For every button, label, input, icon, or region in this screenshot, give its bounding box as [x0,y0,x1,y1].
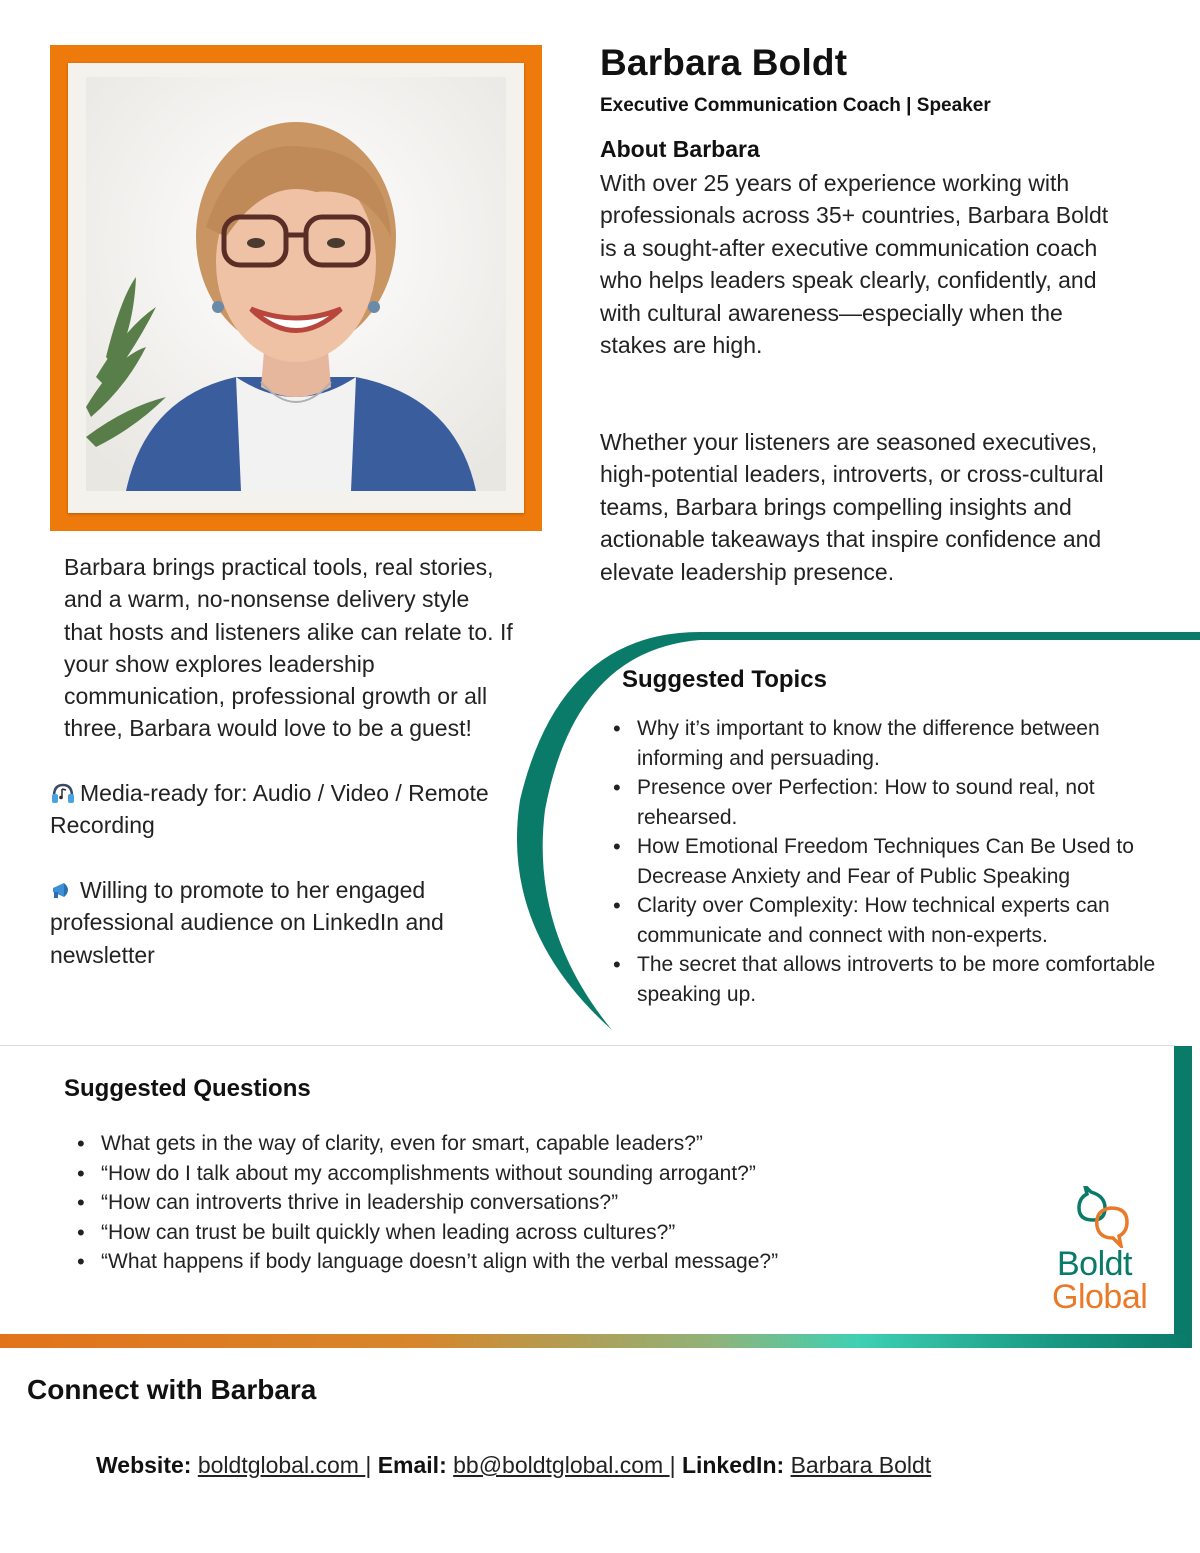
question-item: • What gets in the way of clarity, even for smart, capable leaders?” [101,1129,1001,1159]
website-label: Website: [96,1452,192,1478]
topic-item: • The secret that allows introverts to be more comfortable speaking up. [637,950,1182,1009]
email-label: Email: [377,1452,447,1478]
topics-list [637,714,1182,1009]
topic-item: • How Emotional Freedom Techniques Can Be Used to Decrease Anxiety and Fear of Public Speaking [637,832,1182,891]
logo-line-1: Boldt [1057,1245,1132,1283]
separator: | [669,1452,676,1478]
email-link[interactable]: bb@boldtglobal.com [453,1452,670,1478]
speech-bubbles-icon [1075,1186,1135,1248]
topic-item: • Clarity over Complexity: How technical experts can communicate and connect with non-experts. [637,891,1182,950]
question-item: • “What happens if body language doesn’t align with the verbal message?” [101,1247,1001,1277]
contact-line [96,1452,931,1479]
topics-heading: Suggested Topics [622,666,827,693]
question-item: • “How can introverts thrive in leadership conversations?” [101,1188,1001,1218]
profile-name: Barbara Boldt [600,42,848,83]
question-item: • “How do I talk about my accomplishments without sounding arrogant?” [101,1159,1001,1189]
teal-side-bar [1174,1046,1192,1348]
bio-text: Barbara brings practical tools, real stories, and a warm, no-nonsense delivery style that hosts and listeners alike can relate to. If your show explores leadership communication, professional growth or all three, Barbara would love to be a guest! [64,554,513,742]
website-link[interactable]: boldtglobal.com [197,1452,366,1478]
linkedin-label: LinkedIn: [681,1452,785,1478]
topic-item: • Presence over Perfection: How to sound real, not rehearsed. [637,773,1182,832]
logo-line-2: Global [1052,1278,1148,1316]
linkedin-link[interactable]: Barbara Boldt [790,1452,932,1478]
questions-list [101,1129,1001,1277]
connect-heading: Connect with Barbara [27,1374,317,1405]
topic-item: • Why it’s important to know the difference between informing and persuading. [637,714,1182,773]
question-item: • “How can trust be built quickly when leading across cultures?” [101,1218,1001,1248]
separator: | [365,1452,372,1478]
about-paragraph-2: Whether your listeners are seasoned executives, high-potential leaders, introverts, or cross-cultural teams, Barbara brings compelling insights and actionable takeaways that inspire confidence and elevate leadership presence. [600,429,1104,585]
promote-text: Willing to promote to her engaged professional audience on LinkedIn and newsletter [50,877,444,968]
media-ready-text: Media-ready for: Audio / Video / Remote Recording [50,780,489,839]
questions-heading: Suggested Questions [64,1075,311,1102]
about-paragraph-1: With over 25 years of experience working with professionals across 35+ countries, Barbara Boldt is a sought-after executive communication coach who helps leaders speak clearly, confidently, and with cultural awareness—especially when the stakes are high. [600,170,1109,359]
gradient-bar [0,1334,1192,1348]
profile-title: Executive Communication Coach | Speaker [600,95,991,116]
about-heading: About Barbara [600,136,760,162]
section-divider [0,1045,1175,1046]
